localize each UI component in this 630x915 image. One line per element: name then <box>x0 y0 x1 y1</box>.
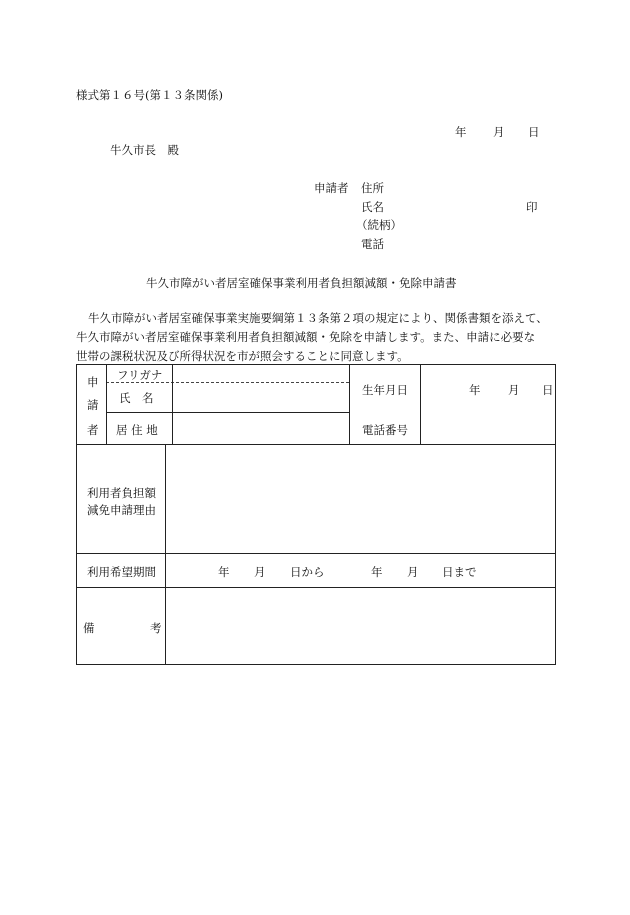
furigana-field[interactable] <box>173 365 349 382</box>
period-to-year: 年 <box>371 565 383 579</box>
phone-label: 電話番号 <box>362 423 408 437</box>
reason-label-line-1: 利用者負担額 <box>87 486 156 500</box>
period-to-day: 日まで <box>442 565 477 579</box>
relationship-label: （続柄） <box>356 218 402 232</box>
birthdate-day: 日 <box>542 383 554 397</box>
form-number: 様式第１６号(第１３条関係) <box>76 88 223 102</box>
applicant-label: 申請者 <box>314 181 349 195</box>
phone-field[interactable] <box>421 413 555 444</box>
period-from-day: 日から <box>290 565 325 579</box>
name-label: 氏 名 <box>119 391 154 405</box>
applicant-phone-label: 電話 <box>361 237 384 251</box>
address-field[interactable] <box>173 413 349 444</box>
date-year: 年 <box>455 125 467 139</box>
birthdate-label: 生年月日 <box>362 383 408 397</box>
remarks-field[interactable] <box>166 588 555 665</box>
applicant-char-1: 申 <box>87 375 99 389</box>
period-field[interactable] <box>166 554 555 587</box>
address-label: 居 住 地 <box>116 423 158 437</box>
applicant-char-3: 者 <box>87 423 99 437</box>
reason-label-line-2: 減免申請理由 <box>87 503 156 517</box>
applicant-address-label: 住所 <box>361 181 384 195</box>
body-line-2: 牛久市障がい者居室確保事業利用者負担額減額・免除を申請します。また、申請に必要な <box>76 330 536 344</box>
applicant-char-2: 請 <box>87 398 99 412</box>
birthdate-month: 月 <box>508 383 520 397</box>
addressee: 牛久市長 殿 <box>110 143 179 157</box>
remarks-label-start: 備 <box>83 621 95 635</box>
period-label: 利用希望期間 <box>87 565 156 579</box>
date-day: 日 <box>528 125 540 139</box>
remarks-label-end: 考 <box>150 621 162 635</box>
birthdate-year: 年 <box>469 383 481 397</box>
period-to-month: 月 <box>407 565 419 579</box>
birthdate-field[interactable] <box>421 365 555 412</box>
application-form-table <box>76 364 556 665</box>
date-month: 月 <box>493 125 505 139</box>
furigana-label: フリガナ <box>117 368 163 382</box>
document-title: 牛久市障がい者居室確保事業利用者負担額減額・免除申請書 <box>146 276 457 290</box>
body-line-1: 牛久市障がい者居室確保事業実施要綱第１３条第２項の規定により、関係書類を添えて、 <box>88 311 548 325</box>
body-line-3: 世帯の課税状況及び所得状況を市が照会することに同意します。 <box>76 349 409 363</box>
period-from-month: 月 <box>254 565 266 579</box>
period-from-year: 年 <box>218 565 230 579</box>
seal-mark: 印 <box>526 200 538 214</box>
name-field[interactable] <box>173 383 349 412</box>
applicant-name-label: 氏名 <box>361 200 384 214</box>
reason-field[interactable] <box>166 445 555 553</box>
